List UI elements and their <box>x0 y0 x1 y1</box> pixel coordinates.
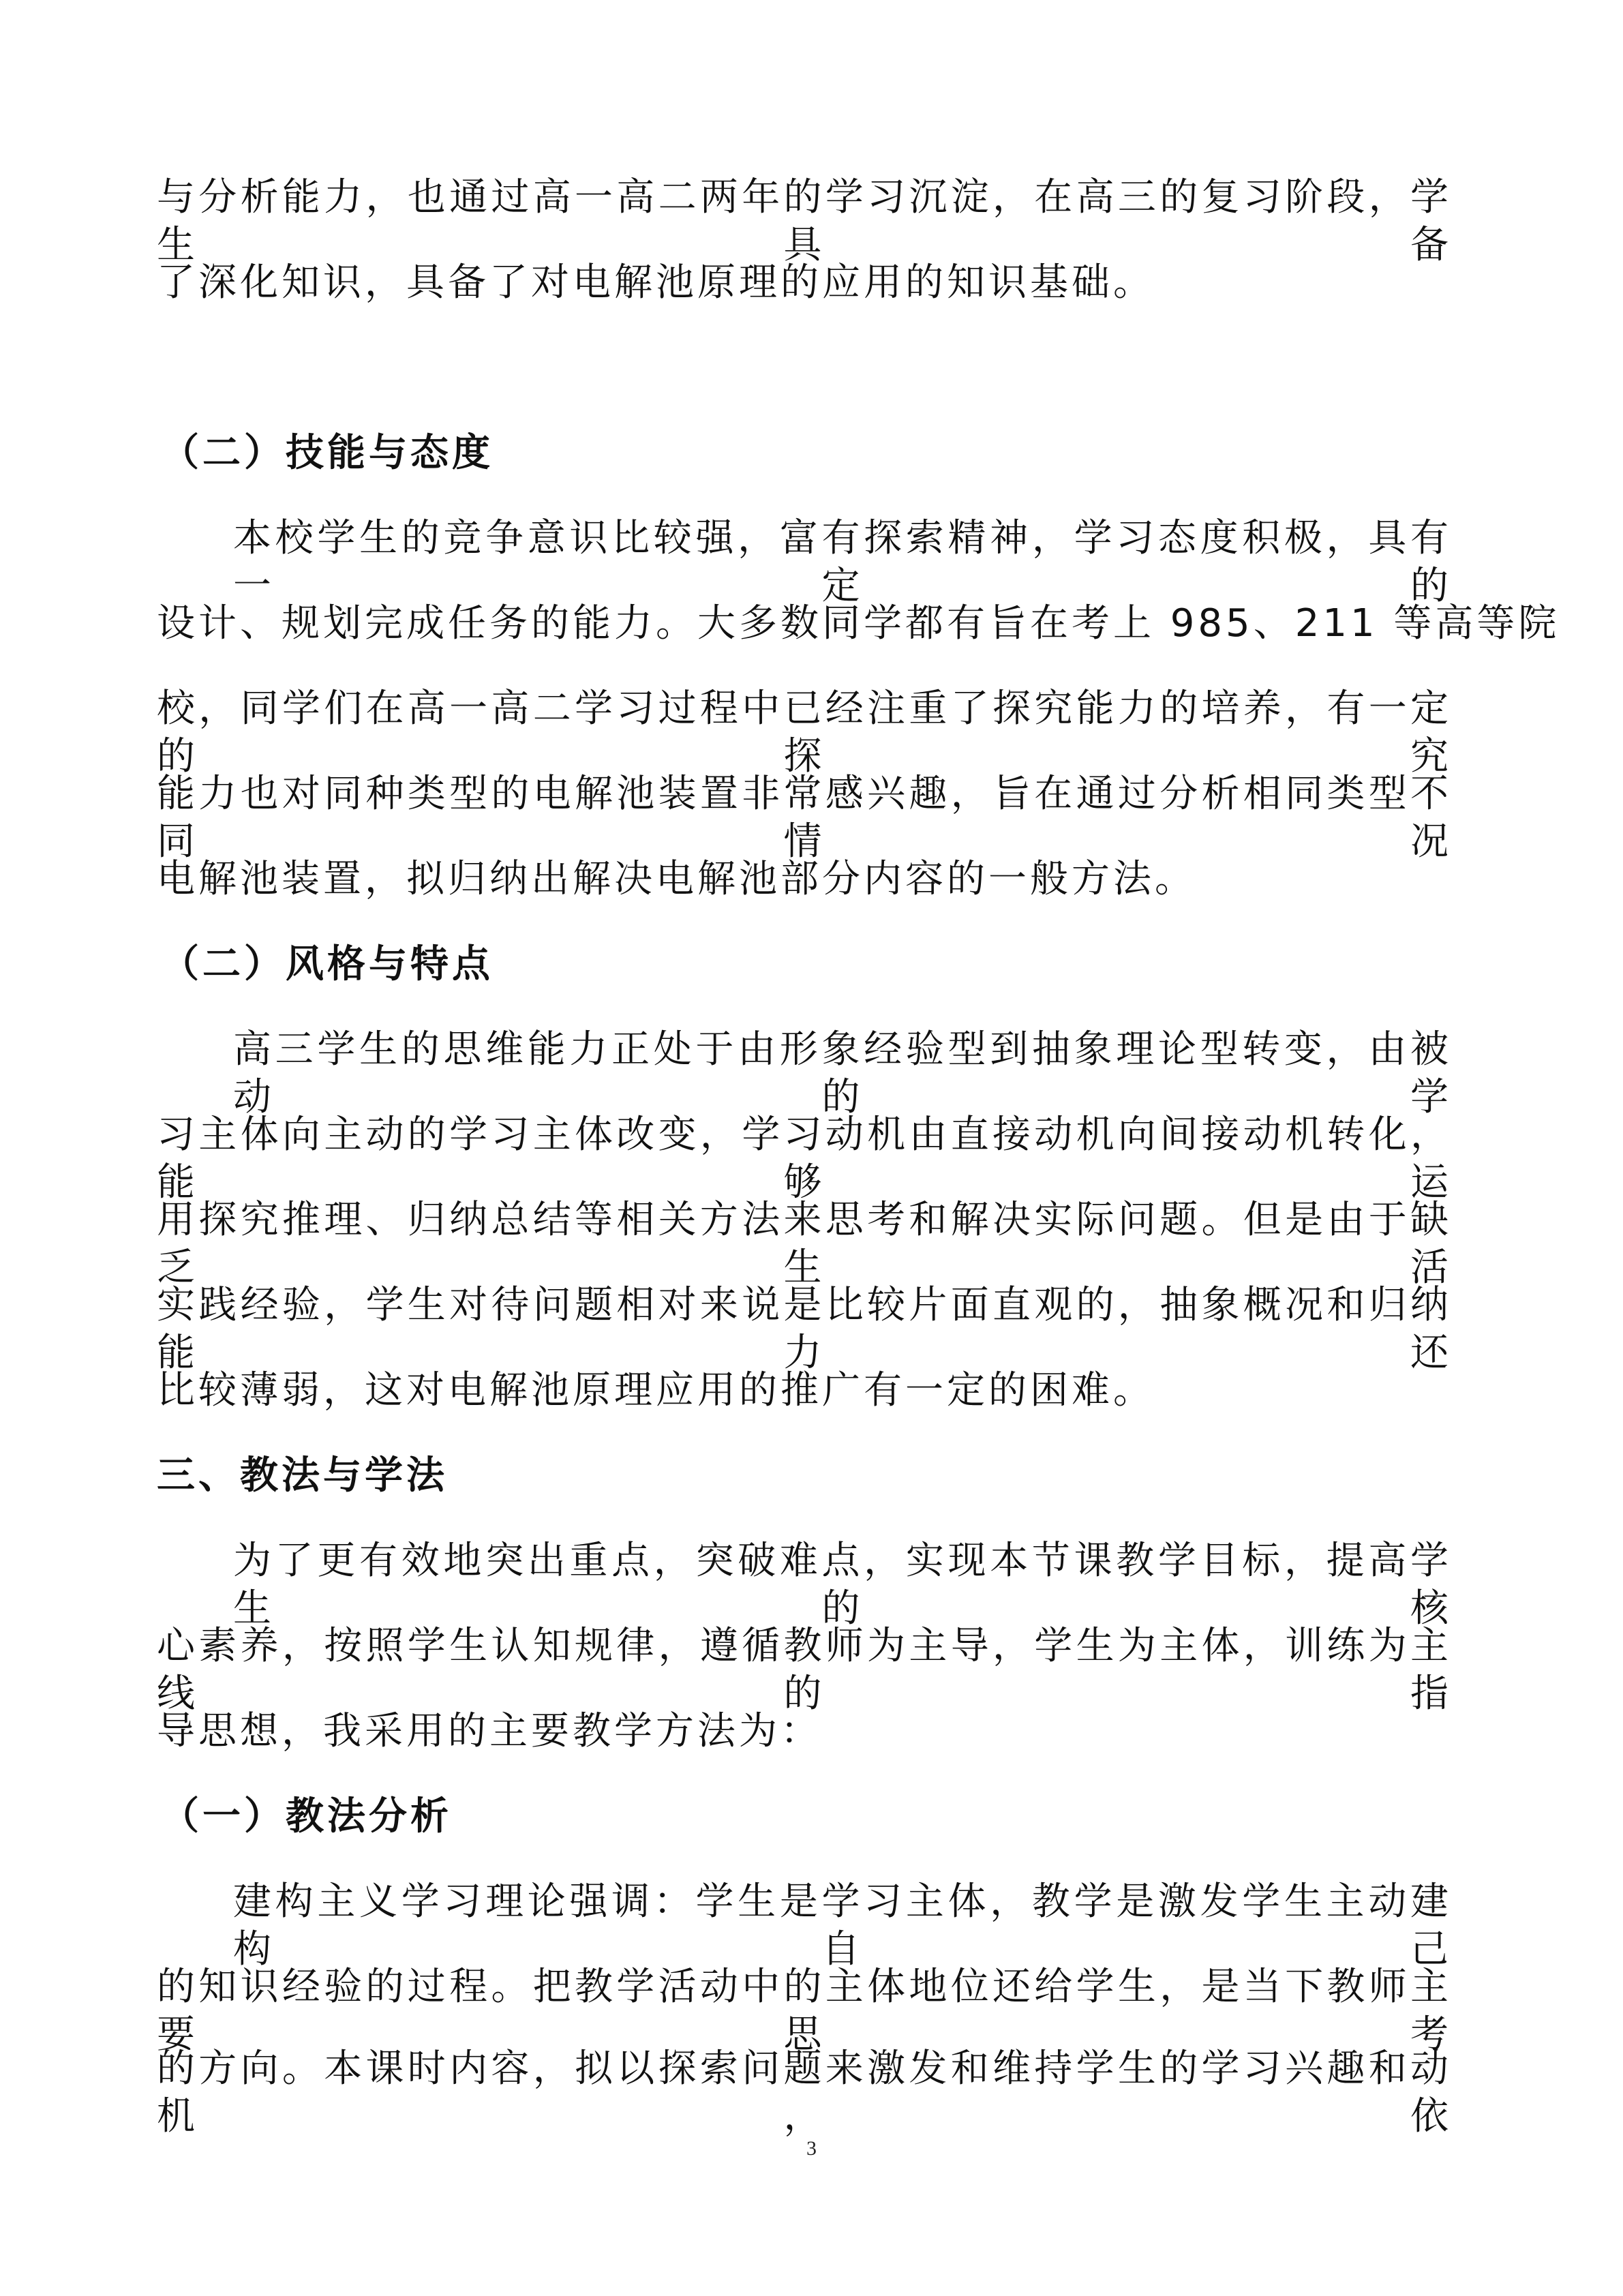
body-text-line: 的知识经验的过程。把教学活动中的主体地位还给学生，是当下教师主要思考 <box>157 1965 1452 2057</box>
section-heading: （二）技能与态度 <box>161 431 494 475</box>
body-text-line: 用探究推理、归纳总结等相关方法来思考和解决实际问题。但是由于缺乏生活 <box>157 1198 1452 1290</box>
body-text-line: 了深化知识，具备了对电解池原理的应用的知识基础。 <box>157 260 1155 305</box>
body-text-line: 习主体向主动的学习主体改变，学习动机由直接动机向间接动机转化，能够运 <box>157 1113 1452 1205</box>
chapter-heading: 三、教法与学法 <box>157 1453 448 1498</box>
section-heading: （一）教法分析 <box>161 1794 452 1839</box>
body-text-line: 心素养，按照学生认知规律，遵循教师为主导，学生为主体，训练为主线的指 <box>157 1624 1452 1716</box>
page-number: 3 <box>806 2137 817 2160</box>
body-text-line: 与分析能力，也通过高一高二两年的学习沉淀，在高三的复习阶段，学生具备 <box>157 175 1452 267</box>
body-text-line: 实践经验，学生对待问题相对来说是比较片面直观的，抽象概况和归纳能力还 <box>157 1283 1452 1375</box>
body-text-line: 电解池装置，拟归纳出解决电解池部分内容的一般方法。 <box>157 857 1196 901</box>
body-text-line: 比较薄弱，这对电解池原理应用的推广有一定的困难。 <box>157 1368 1155 1413</box>
body-text-line: 的方向。本课时内容，拟以探索问题来激发和维持学生的学习兴趣和动机，依 <box>157 2046 1452 2139</box>
body-text-line: 校，同学们在高一高二学习过程中已经注重了探究能力的培养，有一定的探究 <box>157 686 1452 779</box>
body-text-line: 本校学生的竞争意识比较强，富有探索精神，学习态度积极，具有一定的 <box>233 516 1452 608</box>
body-text-line: 能力也对同种类型的电解池装置非常感兴趣，旨在通过分析相同类型不同情况 <box>157 772 1452 864</box>
section-heading: （二）风格与特点 <box>161 942 494 986</box>
body-text-line: 高三学生的思维能力正处于由形象经验型到抽象理论型转变，由被动的学 <box>233 1027 1452 1119</box>
body-text-line: 为了更有效地突出重点，突破难点，实现本节课教学目标，提高学生的核 <box>233 1539 1452 1631</box>
body-text-line: 设计、规划完成任务的能力。大多数同学都有旨在考上 985、211 等高等院 <box>157 601 1560 646</box>
body-text-line: 建构主义学习理论强调：学生是学习主体，教学是激发学生主动建构自己 <box>233 1879 1452 1972</box>
body-text-line: 导思想，我采用的主要教学方法为： <box>157 1709 822 1753</box>
